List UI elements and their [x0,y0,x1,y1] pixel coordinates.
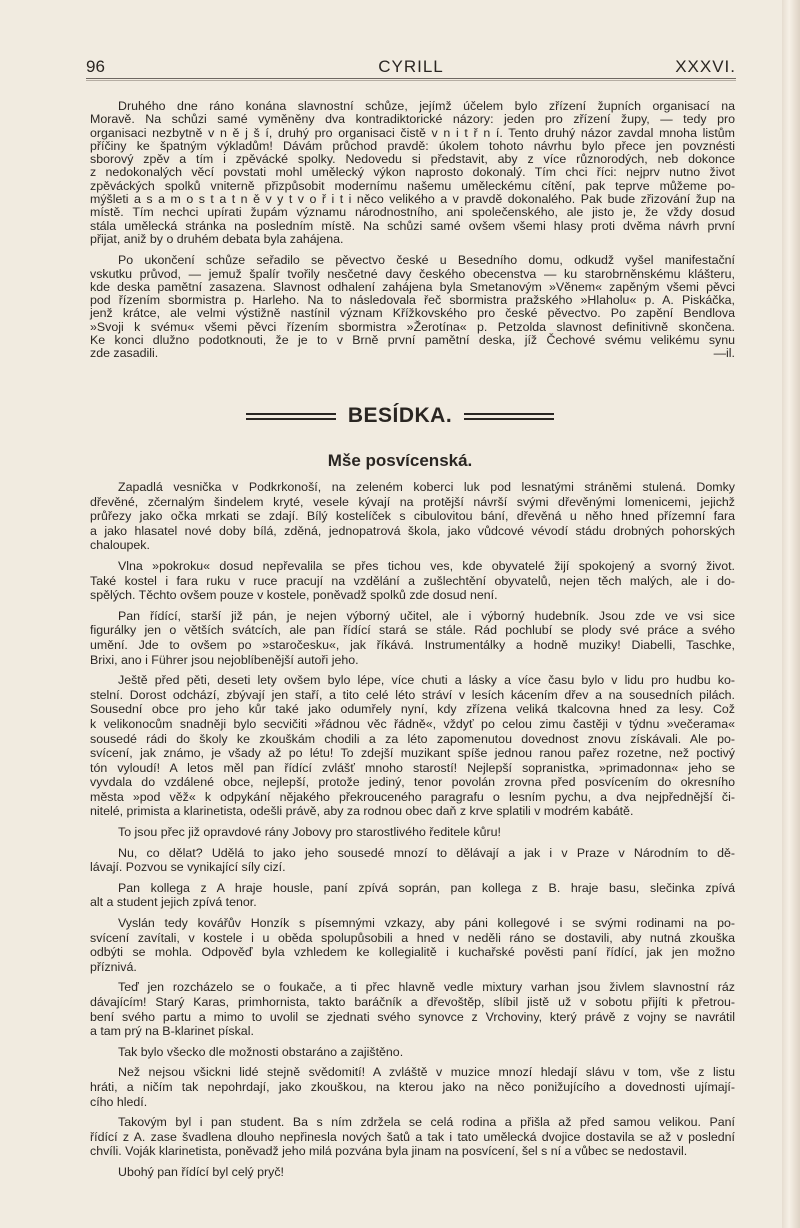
running-header [86,57,736,79]
text-line: Vlna »pokroku« dosud nepřevalila se přes tichou ves, kde obyvatelé žijí spokojený a svorný život. [118,558,735,573]
paragraph [90,1165,735,1180]
text-line: vskutku průvod, — jemuž špalír tvořily nesčetné davy českého obecenstva — ku starobrněnskému klášteru, [90,266,735,281]
text-line: a tam prý na B-klarinet pískal. [90,1024,254,1039]
text-line: Takovým byl i pan student. Ba s ním zdržela se celá rodina a přišla až před samou velikou. Paní [118,1115,735,1130]
text-line: řídící z A. zase švadlena dlouho nepřinesla nových šatů a tak i tato umělecká dvojice dostavila se až v poslední [90,1129,735,1144]
text-line: svícení zavítali, v kostele i u oběda spolupůsobili a hned v neděli ráno se dostavili, aby nutná zkouška [90,930,735,945]
text-line: zpěváckých spolků vniterně přizpůsobit modernímu našemu uměleckému cítění, pak teprve můžeme po- [90,178,735,193]
text-line: sousedé rádi do školy ke zkouškám chodili a za léto zapomenutou dovednost znovu získávali. Ale po- [90,731,735,746]
text-line: spělých. Těchto ovšem pouze v kostele, poněvadž spolků zde dosud není. [90,588,498,603]
text-line: vyvdala do vzdálené obce, nejlepší, protože jediný, tenor povolán zrovna před posvícením do okresního [90,775,735,790]
text-line: lávají. Pozvou se vynikající síly cizí. [90,860,286,875]
text-line: To jsou přec již opravdové rány Jobovy pro starostlivého ředitele kůru! [118,825,501,840]
text-line: figurálky jen o větších svátcích, ale pan řídící stará se stále. Rád pochlubí se plody své práce a svého [90,623,735,638]
text-line: odbýti se mohla. Odpověď byla vzhledem ke kollegialitě i kuchařské pověsti paní řídící, jak jen možno [90,945,735,960]
paragraph [90,825,735,840]
paragraph [90,1065,735,1109]
text-line: Nu, co dělat? Udělá to jako jeho sousedé mnozí to dělávají a jak i v Praze v Národním to dě- [118,845,735,860]
paragraph [90,480,735,553]
text-line: dřevěné, zčernalým šindelem kryté, vesele kývají na protější návrší svými dřevěnými lomenicemi, jejichž [90,494,735,509]
text-line: alt a student jejich zpívá tenor. [90,895,257,910]
text-line: Po ukončení schůze seřadilo se pěvectvo české u Besedního domu, odkudž vyšel manifestační [118,253,735,268]
text-line: kde deska pamětní zasazena. Slavnost odhalení zahájena byla Smetanovým »Věnem« zapěným všemi pěvci [90,279,735,294]
text-line: Ještě před pěti, deseti lety ovšem bylo lépe, více chuti a lásky a více času bylo v lidu pro hudbu ko- [118,673,735,688]
text-line: dávajícím! Starý Karas, primhornista, takto baráčník a dřevoštěp, slíbil jistě už v sobotu přijíti k přetrou- [90,995,735,1009]
text-line: Teď jen rozcházelo se o foukače, a ti přec hlavně vedle mixtury varhan jsou živlem slavnostní ráz [118,980,735,995]
text-line: k velikonocům snadněji bylo secvičiti »řádnou věc řádně«, vždyť po celou zimu častěji v týdnu »večerama« [90,716,735,731]
story-title: Mše posvícenská. [327,451,473,470]
volume-number: XXXVI. [675,57,736,76]
section-title: BESÍDKA. [347,404,453,427]
double-rule-right [464,413,554,420]
text-line: hráti, a ničím tak nepohrdají, jako zkouškou, na kterou jako na něco ponižujícího a dovednosti ujímají- [90,1079,735,1094]
text-line: umění. Jde to ovšem po »staročesku«, jak říkává. Instrumentálky a hodně muziky! Diabelli, Taschke, [90,637,735,652]
text-line: Pan kollega z A hraje housle, paní zpívá soprán, pan kollega z B. hraje basu, slečinka zpívá [118,880,735,895]
text-line: Pan řídící, starší již pán, je nejen výborný učitel, ale i výborný hudebník. Jsou zde ve vsi sice [118,608,735,623]
text-line: stála umělecká stránka na posledním místě. Na schůzi samé ovšem všemi hlasy proti dvěma návrh první [90,218,735,233]
paragraph [90,881,735,910]
paragraph [90,846,735,875]
page-number: 96 [86,57,105,76]
text-line: tón vyloudí! A letos měl pan řídící zvlášť mnoho starostí! Nejlepší sopranistka, »primadonna« jeho se [90,760,735,775]
text-line: Také kostel i fara ruku v ruce pracují na vzdělání a zušlechtění obyvatelů, nejen těch malých, ale i do- [90,573,735,588]
text-line: jenž krátce, ale velmi výstižně nastínil význam Křížkovského pro české pěvectvo. Po zapění Bendlova [90,306,735,321]
text-line: z nedokonalých věcí povstati mohl umělecký výkon naprosto dokonalý. Tím chci říci: nejprv nutno život [90,165,735,180]
text-line: svícení, jak známo, je všady až po létu! To zdejší muzikant spíše jednou ranou pařez rozetne, než poctivý [90,746,735,761]
text-line: Sousední obce pro jeho kůr také jako odumřely nyní, kdy zřízena veliká tkalcovna hned za lesy. Což [90,702,735,717]
text-line: Druhého dne ráno konána slavnostní schůze, jejímž účelem bylo zřízení župních organisací na [118,99,735,113]
text-line: zde zasadili. —il. [90,346,735,361]
text-line: města »pod věž« k odpykání nějakého překrouceného paragrafu o lesním pychu, a dva nejpřednější či- [90,789,735,804]
text-line: a jako hlasatel nové doby bílá, zděná, jednopatrová škola, jako vůdcové vévodí stádu drobných pohorských [90,523,735,538]
text-line: organisaci nezbytně v n ě j š í, druhý pro organisaci čistě v n i t ř n í. Tento druhý názor zavdal mnoha listům [90,125,735,140]
paragraph [90,254,735,360]
text-line: Ubohý pan řídící byl celý pryč! [118,1164,284,1179]
report-text [90,100,735,369]
text-line: Brixi, ano i Führer jsou nejoblíbenější autoři jeho. [90,652,359,667]
text-line: bení svého partu a mimo to uvolil se zjednati svého synovce z Vrchoviny, který právě z vojny se navrátil [90,1009,735,1024]
paragraph [90,916,735,974]
story-text [90,480,735,1186]
text-line: Vyslán tedy kovářův Honzík s písemnými vzkazy, aby páni kollegové i se svými rodinami na po- [118,916,735,931]
text-line: sborový zpěv a tím i zpěvácké spolky. Nedovedu si představit, aby z více různorodých, neb dokonce [90,152,735,167]
journal-title: CYRILL [378,57,444,76]
text-line: Zapadlá vesnička v Podkrkonoší, na zeleném koberci luk pod lesnatými stráněmi stulená. Domky [118,480,735,494]
text-line: cího hledí. [90,1094,148,1109]
text-line: »Svoji k svému« všemi pěvci řízením sbormistra »Žerotína« p. Petzolda slavnost definitivně skončena. [90,319,735,334]
text-line: příznivá. [90,959,137,974]
section-heading [0,404,800,428]
paragraph [90,1115,735,1159]
paragraph [90,559,735,603]
paragraph [90,1045,735,1060]
text-line: mýšleti a s a m o s t a t n ě v y t v o ř i t i něco velikého a v pravdě dokonalého. Pak bude zřizování žup na [90,192,735,207]
text-line: Moravě. Na schůzi samé vyměněny dva kontradiktorické názory: jeden pro zřízení župy, — tedy pro [90,112,735,127]
text-line: chaloupek. [90,538,150,553]
header-rule [86,78,736,81]
text-line: příčiny ke špatným výkladům! Dávám průchod pravdě: úkolem tohoto návrhu bylo přece jen povznésti [90,138,735,153]
text-line: stelní. Dorost odchází, zbývají jen staří, a tito celé léto stráví v lesích kácením dřev a na sousedních pilách. [90,687,735,702]
text-line: nitelé, primista a klarinetista, odešli právě, aby za rodnou obec daň z krve splatili v modrém kabátě. [90,804,634,819]
text-line: Ke konci dlužno podotknouti, že je to v Brně první pamětní deska, jíž Čechové svému velikému synu [90,333,735,348]
text-line: přijat, aniž by o druhém debata byla zahájena. [90,231,344,246]
paragraph [90,980,735,1038]
text-line: místě. Tím nechci upírati župám významu národnostního, ani společenského, ale jisto je, že vždy dosud [90,205,735,220]
author-signature: —il. [713,346,735,361]
double-rule-left [246,413,336,420]
paragraph [90,100,735,246]
text-line: pod řízením sbormistra p. Harleho. Na to následovala řeč sbormistra pražského »Hlaholu« p. A. Piskáčka, [90,293,735,308]
paragraph [90,609,735,667]
text-line: Než nejsou všickni lidé stejně svědomití! A zvláště v muzice mnozí hledají slávu v tom, vše z listu [118,1065,735,1080]
text-line: chvíli. Voják klarinetista, poněvadž jeho milá pozvána byla jinam na posvícení, šel s ní a vůbec se nedostavil. [90,1144,688,1159]
page-edge [782,0,800,1228]
paragraph [90,673,735,819]
text-line: průřezy jako očka mrkati se zdají. Bílý kostelíček s cibulovitou bání, dřevěná u něho hned přízemní fara [90,509,735,524]
text-line: Tak bylo všecko dle možnosti obstaráno a zajištěno. [118,1044,404,1059]
